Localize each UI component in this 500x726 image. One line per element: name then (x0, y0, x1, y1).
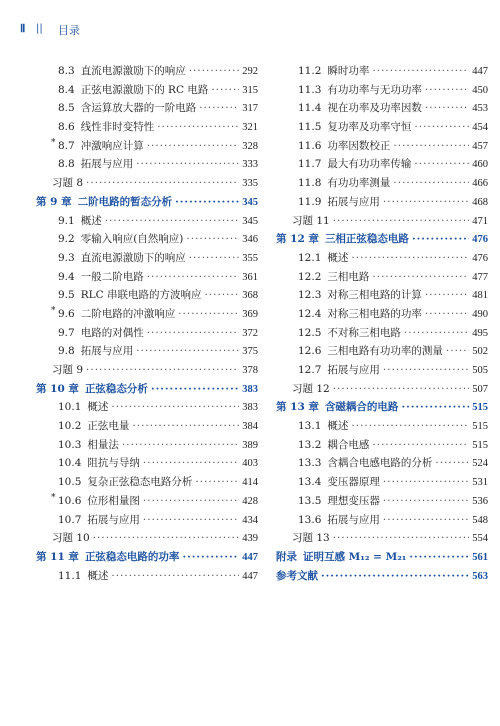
toc-entry-title: 直流电源激励下的响应 (80, 65, 186, 77)
toc-leader-dots (414, 155, 469, 174)
toc-page-number: 476 (472, 252, 488, 264)
toc-section-entry[interactable] (36, 436, 258, 455)
toc-page-number: 502 (472, 346, 488, 358)
toc-page-number: 383 (242, 402, 258, 414)
toc-entry-title: 正弦电源激励下的 RC 电路 (80, 83, 209, 96)
toc-leader-dots (147, 137, 240, 156)
toc-page-number: 346 (242, 234, 258, 246)
toc-entry-number: 8.3 (58, 65, 75, 77)
toc-page-number: 368 (242, 290, 258, 302)
toc-section-entry[interactable] (276, 155, 488, 174)
toc-entry-number: 8.7 (58, 139, 75, 152)
toc-leader-dots (351, 417, 469, 436)
toc-leader-dots (111, 567, 239, 586)
toc-entry-number: 第 9 章 (36, 195, 72, 208)
toc-section-entry[interactable] (36, 324, 258, 343)
toc-page-number: 515 (472, 421, 488, 433)
toc-column-right (276, 62, 488, 585)
toc-chapter-entry[interactable] (36, 548, 258, 567)
toc-section-entry[interactable] (36, 286, 258, 305)
page-number-roman: Ⅱ (20, 23, 26, 35)
toc-page-number: 476 (472, 234, 488, 246)
toc-entry-number: 10.1 (58, 401, 82, 414)
toc-section-entry[interactable] (36, 454, 258, 473)
toc-leader-dots (136, 155, 239, 174)
toc-entry-title: 复功率及功率守恒 (327, 121, 412, 134)
toc-entry-title: 变压器原理 (327, 476, 380, 489)
toc-entry-title: 拓展与应用 (80, 158, 134, 171)
toc-page-number: 471 (472, 215, 488, 227)
toc-entry-title: 拓展与应用 (87, 513, 140, 526)
toc-entry-number: 附录 (276, 550, 297, 563)
toc-leader-dots (178, 305, 239, 324)
toc-chapter-entry[interactable] (36, 193, 258, 212)
toc-page-number: 383 (242, 383, 258, 395)
toc-leader-dots (435, 454, 469, 473)
toc-entry-number: 12.1 (298, 251, 322, 264)
toc-entry-number: 12.4 (298, 307, 322, 320)
toc-leader-dots (147, 324, 240, 343)
toc-entry-title: 理想变压器 (327, 494, 380, 507)
toc-entry-number: 9.1 (58, 214, 75, 227)
toc-entry-number: 10.4 (58, 457, 82, 470)
toc-entry-title: 正弦电量 (87, 420, 130, 433)
toc-section-entry[interactable] (276, 342, 488, 361)
toc-entry-number: 13.6 (298, 513, 322, 526)
optional-star-mark: * (51, 137, 56, 148)
toc-entry-number: 11.4 (298, 102, 322, 115)
toc-entry-number: 11.7 (298, 158, 322, 171)
toc-leader-dots (414, 118, 469, 137)
toc-entry-number: 9.3 (58, 251, 75, 264)
toc-section-entry[interactable] (36, 511, 258, 530)
toc-leader-dots (147, 268, 240, 287)
toc-section-entry[interactable] (36, 342, 258, 361)
toc-page-number: 403 (242, 458, 258, 470)
toc-page-number: 414 (242, 477, 258, 489)
toc-entry-title: 二阶电路的暂态分析 (77, 195, 173, 208)
toc-leader-dots (351, 249, 469, 268)
toc-entry-number: 9.6 (58, 307, 75, 320)
toc-chapter-entry[interactable] (276, 398, 488, 417)
toc-leader-dots (195, 473, 239, 492)
toc-entry-title: 概述 (327, 420, 349, 433)
toc-column-left (36, 62, 258, 585)
toc-page-number: 361 (242, 271, 258, 283)
toc-leader-dots (186, 230, 239, 249)
toc-entry-title: 习题 10 (52, 532, 90, 545)
toc-entry-title: 一般二阶电路 (80, 270, 144, 283)
toc-section-entry[interactable] (36, 99, 258, 118)
toc-entry-title: 有功功率与无功功率 (327, 83, 422, 96)
toc-chapter-entry[interactable] (36, 380, 258, 399)
toc-leader-dots (383, 193, 469, 212)
toc-entry-number: 第 10 章 (36, 382, 79, 395)
toc-page-number: 515 (472, 439, 488, 451)
toc-page-number: 495 (472, 327, 488, 339)
toc-entry-number: 8.6 (58, 121, 75, 134)
toc-entry-title: 三相电路 (327, 270, 370, 283)
toc-leader-dots (86, 174, 239, 193)
toc-section-entry[interactable] (276, 99, 488, 118)
toc-page-number: 321 (242, 122, 258, 134)
toc-section-entry[interactable] (276, 118, 488, 137)
optional-star-mark: * (51, 492, 56, 503)
toc-entry-number: 13.5 (298, 494, 322, 507)
toc-entry-title: 概述 (87, 401, 109, 414)
toc-section-entry[interactable] (36, 155, 258, 174)
toc-entry-number: 12.3 (298, 289, 322, 302)
toc-leader-dots (93, 529, 240, 548)
toc-page-number: 457 (472, 140, 488, 152)
toc-entry-title: 零输入响应(自然响应) (80, 233, 184, 246)
toc-entry-title: 参考文献 (276, 569, 318, 582)
toc-leader-dots (425, 99, 469, 118)
toc-entry-number: 12.2 (298, 270, 322, 283)
toc-section-entry[interactable] (276, 492, 488, 511)
toc-section-entry[interactable] (276, 81, 488, 100)
toc-leader-dots (333, 380, 470, 399)
toc-chapter-entry[interactable] (276, 230, 488, 249)
toc-leader-dots (383, 511, 469, 530)
toc-page-number: 450 (472, 84, 488, 96)
toc-entry-title: 瞬时功率 (327, 65, 370, 77)
toc-leader-dots (393, 137, 469, 156)
toc-leader-dots (333, 212, 470, 231)
toc-page-number: 490 (472, 308, 488, 320)
toc-section-entry[interactable] (36, 230, 258, 249)
toc-leader-dots (189, 62, 240, 81)
toc-entry-number: 9.2 (58, 233, 75, 246)
toc-entry-number: 11.1 (58, 569, 82, 582)
toc-section-entry[interactable] (276, 511, 488, 530)
toc-page-number: 317 (242, 103, 258, 115)
toc-entry-title: 耦合电感 (327, 438, 370, 451)
toc-section-entry[interactable] (276, 193, 488, 212)
toc-entry-title: 拓展与应用 (327, 513, 380, 526)
toc-entry-title: 习题 8 (52, 177, 84, 190)
toc-entry-title: 线性非时变特性 (80, 121, 155, 134)
toc-entry-title: 拓展与应用 (80, 345, 134, 358)
toc-chapter-entry[interactable] (276, 548, 488, 567)
toc-leader-dots (425, 286, 469, 305)
toc-leader-dots (86, 361, 239, 380)
toc-entry-title: 功率因数校正 (327, 139, 391, 152)
toc-entry-title: 含运算放大器的一阶电路 (80, 102, 197, 115)
toc-entry-title: 位形相量图 (87, 494, 140, 507)
toc-entry-number: 11.9 (298, 195, 322, 208)
toc-leader-dots (189, 249, 240, 268)
toc-page-number: 378 (242, 365, 258, 376)
toc-leader-dots (412, 230, 469, 249)
toc-page-number: 505 (472, 365, 488, 376)
page-header (0, 0, 500, 46)
toc-entry-title: RLC 串联电路的方波响应 (80, 289, 202, 302)
toc-leader-dots (409, 548, 469, 567)
toc-leader-dots (393, 174, 469, 193)
toc-leader-dots (333, 529, 470, 548)
toc-page-number: 447 (472, 66, 488, 77)
toc-section-entry[interactable] (276, 137, 488, 156)
toc-entry-title: 对称三相电路的功率 (327, 307, 422, 320)
toc-entry-number: 8.4 (58, 83, 75, 96)
toc-entry-number: 10.7 (58, 513, 82, 526)
toc-entry-title: 三相正弦稳态电路 (324, 233, 409, 246)
toc-entry-title: 正弦稳态分析 (84, 382, 148, 395)
toc-leader-dots (143, 511, 239, 530)
toc-entry-title: 习题 13 (292, 532, 330, 545)
toc-leader-dots (175, 193, 239, 212)
toc-section-entry[interactable] (36, 212, 258, 231)
toc-entry-title: 概述 (80, 214, 102, 227)
toc-entry-number: 8.8 (58, 158, 75, 171)
toc-entry-title: 直流电源激励下的响应 (80, 251, 186, 264)
toc-page-number: 460 (472, 159, 488, 171)
toc-section-entry[interactable] (276, 268, 488, 287)
toc-leader-dots (151, 380, 239, 399)
toc-exercise-entry[interactable] (276, 529, 488, 548)
toc-exercise-entry[interactable] (36, 361, 258, 380)
toc-leader-dots (425, 305, 469, 324)
toc-entry-number: 11.3 (298, 83, 322, 96)
toc-entry-number: 第 11 章 (36, 550, 79, 563)
toc-leader-dots (199, 99, 239, 118)
toc-entry-title: 冲激响应计算 (80, 139, 144, 152)
toc-entry-number: 13.3 (298, 457, 322, 470)
toc-entry-number: 11.6 (298, 139, 322, 152)
toc-leader-dots (111, 398, 239, 417)
toc-section-entry[interactable] (36, 473, 258, 492)
toc-section-entry[interactable] (276, 305, 488, 324)
toc-page-number: 345 (242, 215, 258, 227)
toc-entry-number: 9.5 (58, 289, 75, 302)
toc-section-entry[interactable] (36, 118, 258, 137)
toc-entry-title: 三相电路有功功率的测量 (327, 345, 443, 358)
toc-leader-dots (143, 492, 239, 511)
toc-leader-dots (105, 212, 240, 231)
toc-exercise-entry[interactable] (276, 380, 488, 399)
toc-leader-dots (372, 268, 469, 287)
toc-entry-number: 12.7 (298, 364, 322, 376)
toc-entry-title: 证明互感 M₁₂ = M₂₁ (303, 550, 407, 563)
header-separator: || (36, 23, 43, 34)
toc-entry-number: 13.4 (298, 476, 322, 489)
toc-exercise-entry[interactable] (276, 212, 488, 231)
toc-page-number: 428 (242, 495, 258, 507)
toc-page-number: 548 (472, 514, 488, 526)
toc-page-number: 315 (242, 84, 258, 96)
toc-page-number: 453 (472, 103, 488, 115)
toc-entry-number: 13.2 (298, 438, 322, 451)
toc-page-number: 372 (242, 327, 258, 339)
toc-page-number: 563 (472, 570, 488, 582)
toc-entry-title: 习题 9 (52, 364, 84, 376)
toc-page-number: 355 (242, 252, 258, 264)
toc-entry-title: 正弦稳态电路的功率 (84, 550, 180, 563)
toc-page-number: 454 (472, 122, 488, 134)
toc-section-entry[interactable] (276, 249, 488, 268)
toc-entry-title: 含耦合电感电路的分析 (327, 457, 433, 470)
toc-page-number: 468 (472, 196, 488, 208)
toc-section-entry[interactable] (276, 62, 488, 81)
toc-section-entry[interactable] (36, 249, 258, 268)
toc-section-entry[interactable] (276, 361, 488, 380)
toc-page-number: 466 (472, 178, 488, 190)
toc-leader-dots (321, 567, 469, 586)
toc-entry-title: 电路的对偶性 (80, 326, 144, 339)
toc-page-number: 333 (242, 159, 258, 171)
toc-leader-dots (136, 342, 239, 361)
toc-entry-number: 11.2 (298, 65, 322, 77)
toc-entry-number: 9.8 (58, 345, 75, 358)
toc-section-entry[interactable] (36, 268, 258, 287)
toc-leader-dots (446, 342, 469, 361)
toc-page-number: 536 (472, 495, 488, 507)
toc-page-number: 292 (242, 66, 258, 77)
toc-entry-number: 10.2 (58, 420, 82, 433)
toc-entry-number: 10.5 (58, 476, 82, 489)
toc-entry-title: 最大有功功率传输 (327, 158, 412, 171)
toc-section-entry[interactable] (276, 454, 488, 473)
toc-entry-title: 概述 (327, 251, 349, 264)
toc-entry-number: 11.8 (298, 177, 322, 190)
toc-entry-title: 概述 (87, 569, 109, 582)
toc-entry-number: 9.4 (58, 270, 75, 283)
toc-section-entry[interactable] (276, 436, 488, 455)
toc-leader-dots (401, 398, 469, 417)
toc-leader-dots (383, 473, 469, 492)
toc-page-number: 369 (242, 308, 258, 320)
toc-leader-dots (372, 436, 469, 455)
toc-leader-dots (143, 454, 239, 473)
toc-exercise-entry[interactable] (36, 174, 258, 193)
toc-page-number: 389 (242, 439, 258, 451)
toc-page-number: 515 (472, 402, 488, 414)
toc-entry-number: 13.1 (298, 420, 322, 433)
toc-page-number: 434 (242, 514, 258, 526)
toc-entry-title: 拓展与应用 (327, 364, 380, 376)
toc-entry-number: 第 12 章 (276, 233, 319, 246)
header-title: 目录 (58, 24, 80, 37)
toc-leader-dots (372, 62, 469, 81)
optional-star-mark: * (51, 305, 56, 316)
toc-entry-title: 复杂正弦稳态电路分析 (87, 476, 193, 489)
toc-page-number: 477 (472, 271, 488, 283)
toc-page-number: 447 (242, 570, 258, 582)
toc-entry-number: 8.5 (58, 102, 75, 115)
toc-page-number: 481 (472, 290, 488, 302)
toc-page-number: 531 (472, 477, 488, 489)
toc-page-number: 507 (472, 383, 488, 395)
toc-leader-dots (204, 286, 239, 305)
toc-entry-title: 不对称三相电路 (327, 326, 401, 339)
toc-entry-number: 11.5 (298, 121, 322, 134)
toc-entry-title: 有功功率测量 (327, 177, 391, 190)
toc-page-number: 554 (472, 533, 488, 545)
toc-leader-dots (425, 81, 469, 100)
toc-page-number: 375 (242, 346, 258, 358)
toc-leader-dots (383, 492, 469, 511)
toc-entry-number: 10.6 (58, 494, 82, 507)
toc-section-entry[interactable] (36, 398, 258, 417)
toc-page-number: 345 (242, 196, 258, 208)
toc-entry-number: 12.6 (298, 345, 322, 358)
toc-entry-title: 视在功率及功率因数 (327, 102, 422, 115)
toc-entry-title: 含磁耦合的电路 (324, 401, 399, 414)
toc-page-number: 384 (242, 421, 258, 433)
toc-section-entry[interactable] (36, 62, 258, 81)
toc-leader-dots (211, 81, 239, 100)
toc-section-entry[interactable] (36, 417, 258, 436)
toc-page-number: 524 (472, 458, 488, 470)
toc-page-number: 335 (242, 178, 258, 190)
toc-section-entry[interactable] (276, 473, 488, 492)
toc-page-number: 328 (242, 140, 258, 152)
toc-entry-number: 10.3 (58, 438, 82, 451)
toc-entry-number: 9.7 (58, 326, 75, 339)
toc-section-entry[interactable] (276, 417, 488, 436)
toc-section-entry[interactable] (36, 81, 258, 100)
toc-section-entry[interactable] (276, 324, 488, 343)
toc-leader-dots (404, 324, 469, 343)
toc-section-entry[interactable] (36, 137, 258, 156)
toc-section-entry[interactable] (36, 567, 258, 586)
toc-entry-title: 二阶电路的冲激响应 (80, 307, 176, 320)
toc-entry-title: 拓展与应用 (327, 195, 380, 208)
toc-entry-title: 习题 12 (292, 382, 330, 395)
toc-leader-dots (182, 548, 239, 567)
toc-entry-title: 相量法 (87, 438, 119, 451)
toc-exercise-entry[interactable] (36, 529, 258, 548)
toc-section-entry[interactable] (36, 305, 258, 324)
toc-leader-dots (157, 118, 239, 137)
toc-entry-title: 习题 11 (292, 214, 330, 227)
toc-page-number: 447 (242, 551, 258, 563)
toc-page-number: 439 (242, 533, 258, 545)
toc-entry-title: 对称三相电路的计算 (327, 289, 422, 302)
toc-leader-dots (132, 417, 239, 436)
toc-entry-number: 第 13 章 (276, 401, 319, 414)
toc-section-entry[interactable] (276, 174, 488, 193)
toc-page-number: 561 (472, 551, 488, 563)
toc-section-entry[interactable] (276, 286, 488, 305)
toc-chapter-entry[interactable] (276, 567, 488, 586)
toc-entry-number: 12.5 (298, 326, 322, 339)
toc-section-entry[interactable] (36, 492, 258, 511)
toc-leader-dots (122, 436, 239, 455)
toc-leader-dots (383, 361, 469, 380)
toc-entry-title: 阻抗与导纳 (87, 457, 140, 470)
